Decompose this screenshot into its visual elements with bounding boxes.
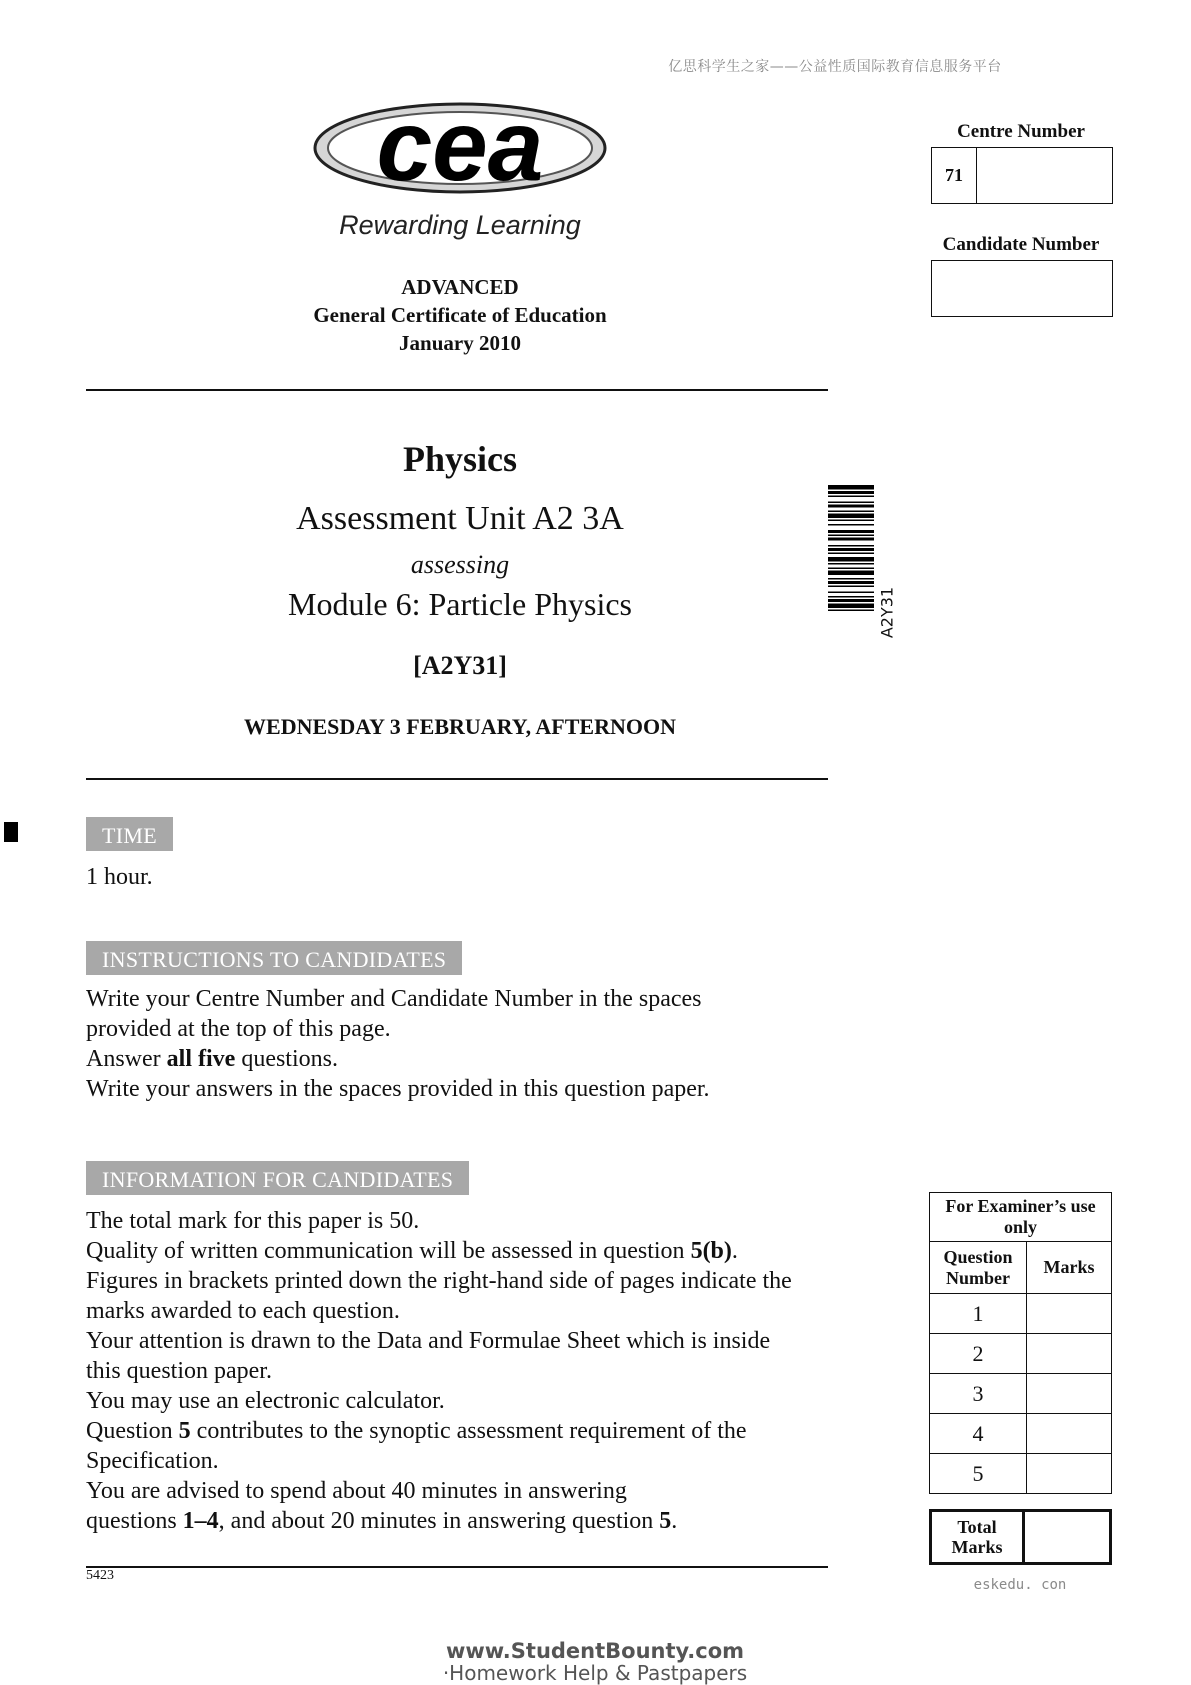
information-line: Figures in brackets printed down the right-hand side of pages indicate the (86, 1268, 792, 1294)
marks-cell[interactable] (1027, 1454, 1112, 1494)
qualification-level: ADVANCED (401, 275, 519, 299)
information-line: this question paper. (86, 1358, 272, 1384)
marks-cell[interactable] (1027, 1414, 1112, 1454)
centre-number-prefix: 71 (932, 148, 977, 203)
studentbounty-url: www.StudentBounty.com (445, 1639, 745, 1663)
watermark-bottom-right: eskedu. con (973, 1577, 1067, 1593)
instructions-text (86, 984, 886, 1104)
marks-cell[interactable] (1027, 1294, 1112, 1334)
marks-cell[interactable] (1027, 1374, 1112, 1414)
barcode (828, 485, 874, 683)
exam-session: January 2010 (399, 331, 521, 355)
total-marks-cell[interactable] (1024, 1511, 1111, 1564)
barcode-bar (828, 491, 874, 494)
information-line: Specification. (86, 1448, 219, 1474)
barcode-bar (828, 545, 874, 547)
studentbounty-banner (440, 1641, 750, 1684)
question-number: 5 (930, 1454, 1027, 1494)
instructions-line: Write your Centre Number and Candidate Number in the spaces (86, 986, 702, 1012)
centre-number-field[interactable] (931, 147, 1113, 204)
question-number: 1 (930, 1294, 1027, 1334)
instructions-line: Write your answers in the spaces provided in this question paper. (86, 1076, 710, 1102)
barcode-label: A2Y31 (877, 586, 897, 639)
barcode-bar (828, 581, 874, 584)
barcode-bar (828, 604, 874, 609)
paper-code: [A2Y31] (413, 651, 507, 680)
barcode-bar (828, 524, 874, 526)
barcode-bar (828, 511, 874, 513)
column-marks: Marks (1027, 1242, 1112, 1294)
instructions-line: provided at the top of this page. (86, 1016, 391, 1042)
studentbounty-tagline: ·Homework Help & Pastpapers (442, 1661, 748, 1685)
candidate-number-field[interactable] (931, 260, 1113, 317)
time-text: 1 hour. (86, 864, 153, 890)
registration-mark (4, 822, 18, 842)
information-line: The total mark for this paper is 50. (86, 1208, 420, 1234)
subject-title: Physics (402, 439, 517, 479)
barcode-bar (828, 502, 874, 504)
assessment-unit: Assessment Unit A2 3A (296, 500, 624, 537)
barcode-bar (828, 578, 874, 580)
total-marks-table (929, 1509, 1112, 1565)
logo-tagline: Rewarding Learning (339, 210, 581, 240)
information-line: Your attention is drawn to the Data and Formulae Sheet which is inside (86, 1328, 771, 1354)
barcode-bar (828, 592, 874, 594)
information-heading: INFORMATION FOR CANDIDATES (86, 1161, 469, 1195)
barcode-bar (828, 553, 874, 555)
information-line: Quality of written communication will be assessed in question 5(b). (86, 1238, 738, 1264)
barcode-bar (828, 571, 874, 576)
barcode-bar (828, 530, 874, 533)
examiner-table (929, 1192, 1112, 1494)
information-line: Question 5 contributes to the synoptic assessment requirement of the (86, 1418, 747, 1444)
divider-bottom (86, 1566, 828, 1568)
barcode-bar (828, 485, 874, 490)
barcode-label-wrap (875, 585, 899, 645)
column-question-number: Question Number (930, 1242, 1027, 1294)
divider-middle (86, 778, 828, 780)
barcode-bar (828, 596, 874, 598)
barcode-bar (828, 599, 874, 602)
barcode-bar (828, 535, 874, 537)
candidate-number-label: Candidate Number (942, 234, 1100, 255)
question-number: 4 (930, 1414, 1027, 1454)
barcode-bar (828, 538, 874, 541)
barcode-bar (828, 563, 874, 565)
centre-number-label: Centre Number (957, 121, 1085, 142)
instructions-heading: INSTRUCTIONS TO CANDIDATES (86, 941, 462, 975)
information-line: You are advised to spend about 40 minutes in answering (86, 1478, 627, 1504)
barcode-bar (828, 610, 874, 612)
examiner-title: For Examiner’s use only (930, 1193, 1112, 1242)
barcode-bar (828, 514, 874, 519)
qualification-name: General Certificate of Education (313, 303, 607, 327)
barcode-bar (828, 496, 874, 498)
barcode-bar (828, 548, 874, 551)
cea-logo (305, 98, 615, 210)
assessing-label: assessing (410, 550, 510, 579)
watermark-text: 亿思科学生之家——公益性质国际教育信息服务平台 (668, 59, 1002, 75)
information-line: You may use an electronic calculator. (86, 1388, 445, 1414)
barcode-bar (828, 505, 874, 508)
question-number: 2 (930, 1334, 1027, 1374)
barcode-bar (828, 520, 874, 522)
marks-cell[interactable] (1027, 1334, 1112, 1374)
logo-wordmark: cea (376, 98, 544, 202)
instructions-line: Answer all five questions. (86, 1046, 338, 1072)
information-text (86, 1206, 886, 1536)
information-line: questions 1–4, and about 20 minutes in answering question 5. (86, 1508, 678, 1534)
footer-code: 5423 (86, 1568, 114, 1583)
barcode-bar (828, 568, 874, 570)
barcode-bar (828, 586, 874, 588)
barcode-bar (828, 557, 874, 562)
exam-date: WEDNESDAY 3 FEBRUARY, AFTERNOON (244, 714, 676, 739)
module-name: Module 6: Particle Physics (288, 586, 632, 622)
information-line: marks awarded to each question. (86, 1298, 400, 1324)
time-heading: TIME (86, 817, 173, 851)
divider-top (86, 389, 828, 391)
question-number: 3 (930, 1374, 1027, 1414)
total-marks-label: Total Marks (931, 1511, 1024, 1564)
